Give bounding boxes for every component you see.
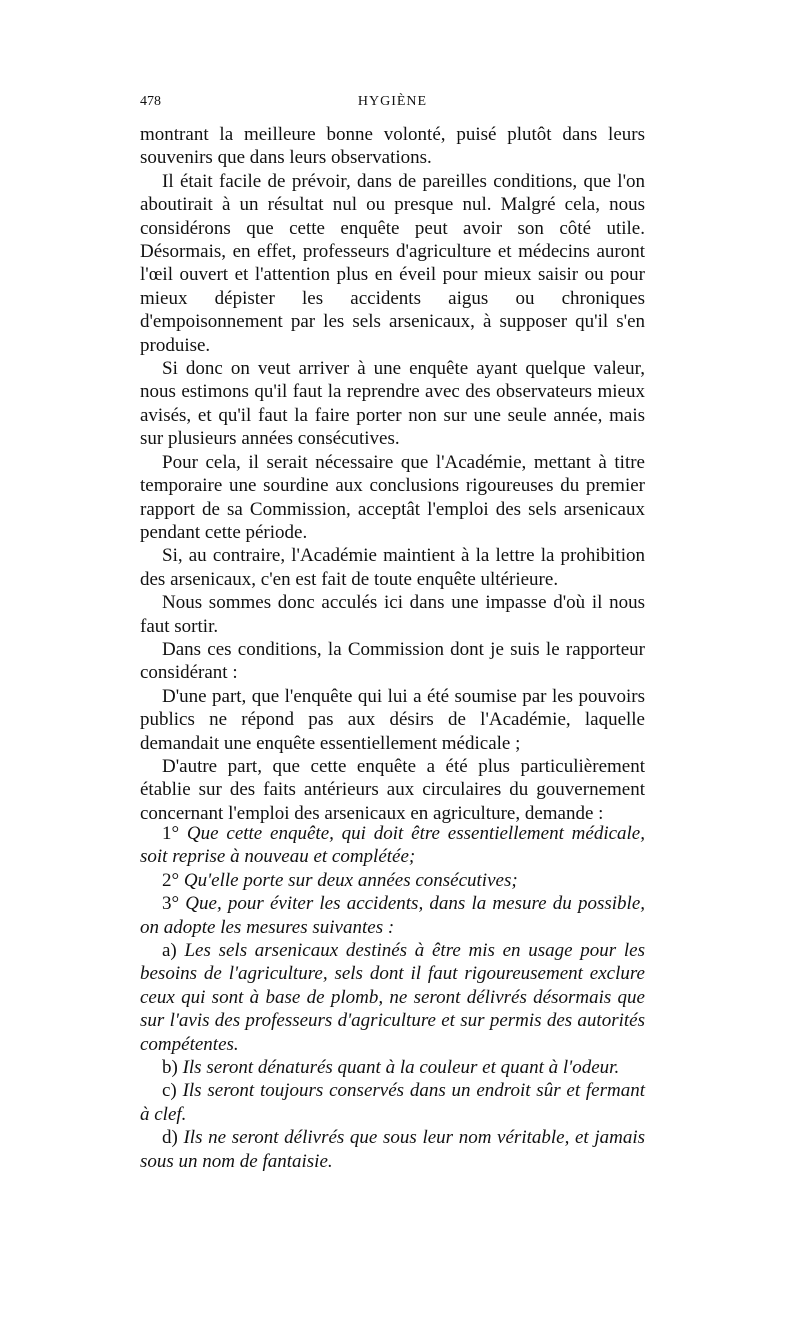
paragraph: D'autre part, que cette enquête a été plus particulièrement établie sur des faits antérieurs aux circulaires du gouvernement concernant l'emploi des arsenicaux en agriculture, demande : [140,755,645,824]
demand-item [140,892,645,939]
paragraph: Si donc on veut arriver à une enquête ayant quelque valeur, nous estimons qu'il faut la reprendre avec des observateurs mieux avisés, et qu'il faut la faire porter non sur une seule année, mais sur plusieurs années consécutives. [140,358,645,450]
running-head: HYGIÈNE [357,94,428,109]
demand-item [140,1079,645,1126]
demand-marker: 1° [162,823,180,844]
paragraph: Dans ces conditions, la Commission dont je suis le rapporteur considérant : [140,638,645,684]
paragraph: Pour cela, il serait nécessaire que l'Académie, mettant à titre temporaire une sourdine aux conclusions rigoureuses du premier rapport de sa Commission, acceptât l'emploi des sels arsenicaux pendant cette période. [140,451,645,543]
demand-text: Les sels arsenicaux destinés à être mis en usage pour les besoins de l'agriculture, sels dont il faut rigoureusement exclure ceux qui sont à base de plomb, ne seront délivrés désormais que sur l'avis des professeurs d'agriculture et sur permis des autorités compétentes. [140,940,646,1055]
paragraph: montrant la meilleure bonne volonté, puisé plutôt dans leurs souvenirs que dans leurs observations. [140,124,645,169]
demand-text: Que, pour éviter les accidents, dans la mesure du possible, on adopte les mesures suivantes : [140,893,645,938]
demand-item [140,1056,645,1079]
page-header [140,94,645,114]
paragraph: Si, au contraire, l'Académie maintient à la lettre la prohibition des arsenicaux, c'en est fait de toute enquête ultérieure. [140,545,645,590]
demand-marker: b) [162,1057,178,1079]
page-number: 478 [140,94,161,109]
body-text [140,123,645,825]
demand-item [140,822,645,869]
demand-item [140,1126,645,1173]
demand-marker: c) [162,1080,177,1102]
demand-marker: a) [162,940,177,962]
demand-text: Ils seront dénaturés quant à la couleur et quant à l'odeur. [182,1057,620,1079]
demand-item [140,939,645,1056]
demand-text: Que cette enquête, qui doit être essentiellement médicale, soit reprise à nouveau et complétée; [140,823,645,868]
demands-list [140,822,645,1173]
paragraph: Nous sommes donc acculés ici dans une impasse d'où il nous faut sortir. [140,592,645,637]
paragraph: Il était facile de prévoir, dans de pareilles conditions, que l'on aboutirait à un résultat nul ou presque nul. Malgré cela, nous considérons que cette enquête peut avoir son côté utile. Désormais, en effet, professeurs d'agriculture et médecins auront l'œil ouvert et l'attention plus en éveil pour mieux saisir ou pour mieux dépister les accidents aigus ou chroniques d'empoisonnement par les sels arsenicaux, à supposer qu'il s'en produise. [140,170,645,356]
demand-marker: d) [162,1127,178,1149]
demand-marker: 3° [162,893,180,915]
demand-text: Ils ne seront délivrés que sous leur nom véritable, et jamais sous un nom de fantaisie. [140,1127,646,1172]
demand-text: Ils seront toujours conservés dans un endroit sûr et fermant à clef. [140,1080,645,1125]
paragraph: D'une part, que l'enquête qui lui a été soumise par les pouvoirs publics ne répond pas aux désirs de l'Académie, laquelle demandait une enquête essentiellement médicale ; [140,685,645,754]
demand-item [140,869,645,892]
demand-text: Qu'elle porte sur deux années consécutives; [183,869,518,891]
demand-marker: 2° [162,869,180,891]
